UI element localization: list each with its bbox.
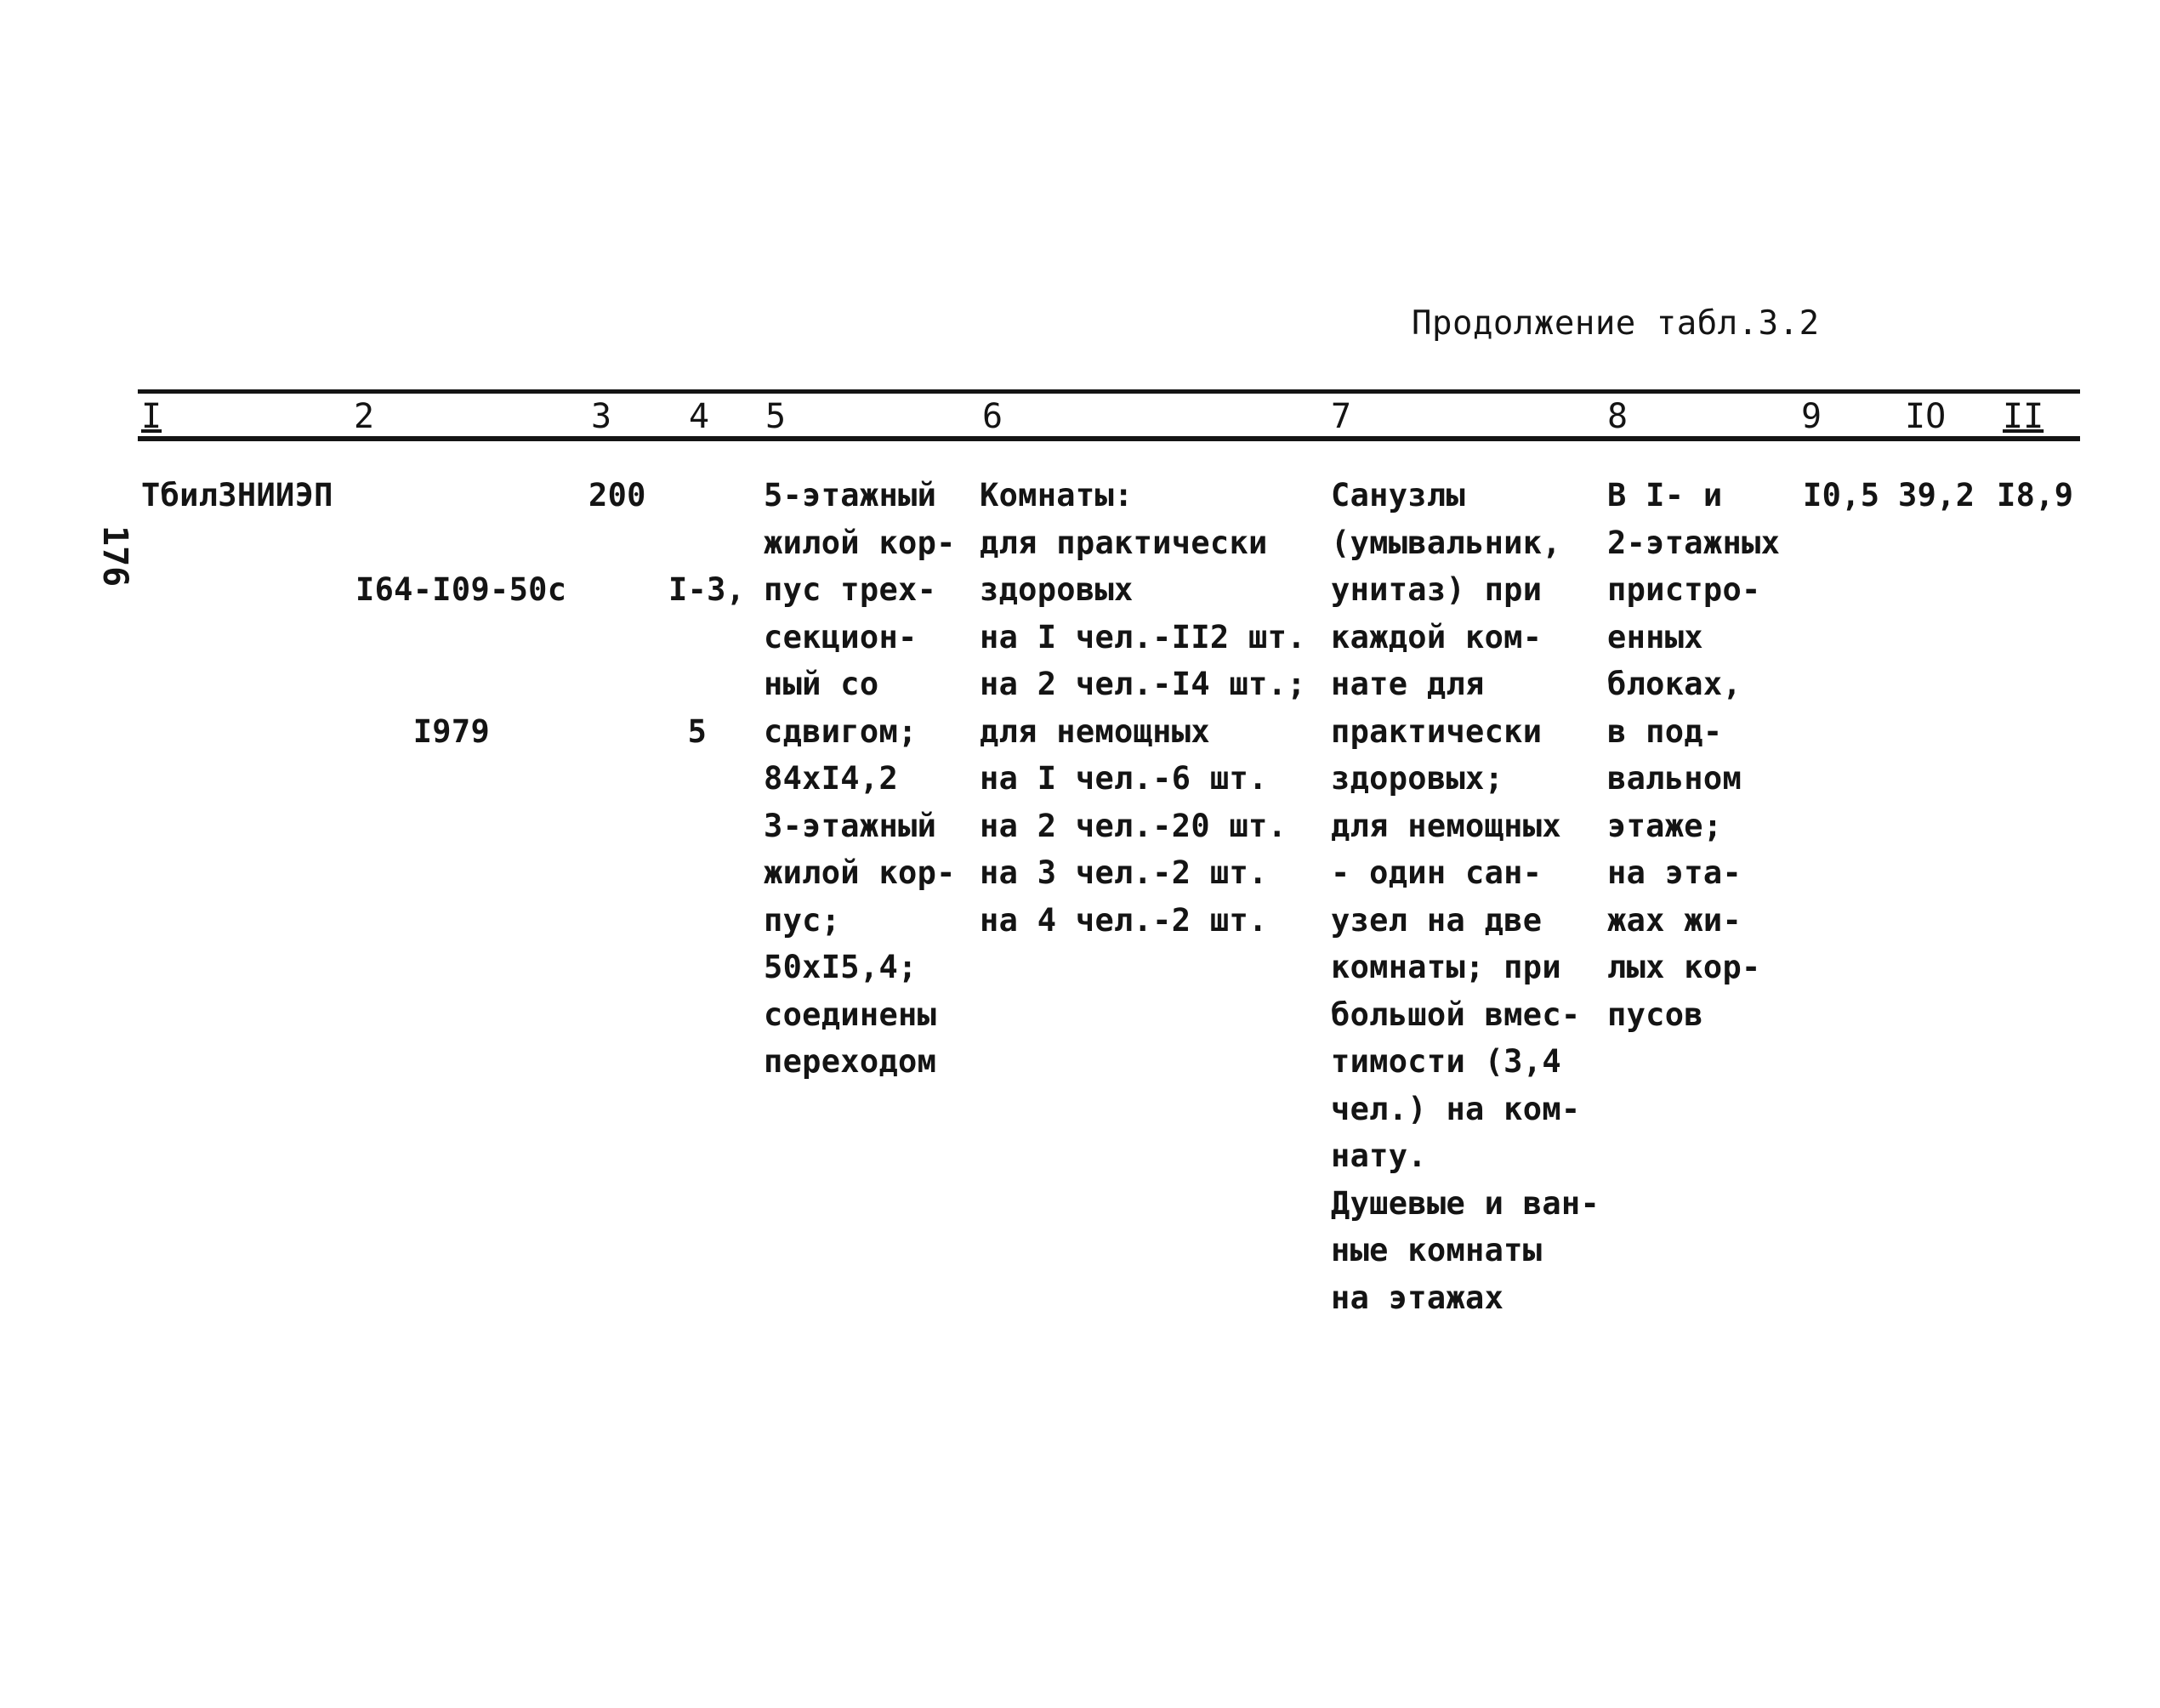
cell-line: I8,9 bbox=[1997, 477, 2074, 514]
cell-line: на 2 чел.-I4 шт.; bbox=[980, 666, 1306, 702]
column-number: 3 bbox=[591, 397, 612, 436]
cell-floors bbox=[668, 472, 745, 849]
cell-line: чел.) на ком- bbox=[1331, 1090, 1581, 1127]
column-number: 8 bbox=[1607, 397, 1629, 436]
cell-line: на эта- bbox=[1607, 854, 1742, 891]
cell-line: I-3, bbox=[668, 571, 746, 608]
cell-line: 3-этажный bbox=[764, 807, 937, 844]
column-number: 2 bbox=[354, 397, 375, 436]
cell-line: Санузлы bbox=[1331, 477, 1466, 514]
cell-line: нату. bbox=[1331, 1138, 1427, 1174]
cell-line: ТбилЗНИИЭП bbox=[141, 477, 333, 514]
cell-organization bbox=[141, 472, 333, 519]
cell-value-11 bbox=[1997, 472, 2073, 519]
cell-line: узел на две bbox=[1331, 901, 1543, 939]
column-number: II bbox=[2003, 397, 2044, 436]
cell-line: 200 bbox=[588, 477, 646, 514]
cell-line: I64-I09-50с bbox=[355, 571, 567, 608]
cell-line: жах жи- bbox=[1607, 901, 1742, 939]
cell-line: на I чел.-6 шт. bbox=[980, 760, 1268, 797]
cell-line: на I чел.-II2 шт. bbox=[980, 618, 1306, 655]
cell-line: блоках, bbox=[1607, 666, 1742, 702]
cell-line: для практически bbox=[980, 524, 1268, 561]
cell-line: для немощных bbox=[980, 712, 1210, 750]
cell-line: 2-этажных bbox=[1607, 524, 1781, 561]
cell-line: комнаты; при bbox=[1331, 949, 1561, 985]
cell-line: здоровых bbox=[980, 571, 1134, 608]
cell-line: 84хI4,2 bbox=[764, 760, 899, 797]
cell-line: практически bbox=[1331, 712, 1543, 750]
cell-line: жилой кор- bbox=[764, 524, 956, 561]
column-number: 6 bbox=[982, 397, 1003, 436]
cell-line: большой вмес- bbox=[1331, 996, 1581, 1033]
column-number: IO bbox=[1905, 397, 1947, 436]
cell-line: (умывальник, bbox=[1331, 524, 1561, 561]
cell-line: соединены bbox=[764, 996, 937, 1033]
cell-line: на 2 чел.-20 шт. bbox=[980, 807, 1287, 844]
cell-line: тимости (3,4 bbox=[1331, 1043, 1561, 1080]
cell-rooms bbox=[980, 472, 1306, 944]
cell-line: каждой ком- bbox=[1331, 618, 1543, 655]
table-top-rule bbox=[138, 389, 2080, 394]
column-number: I bbox=[141, 397, 162, 436]
table-header-rule bbox=[138, 436, 2080, 441]
cell-line: лых кор- bbox=[1607, 949, 1761, 985]
cell-line: В I- и bbox=[1607, 477, 1723, 514]
cell-line: 5 bbox=[668, 712, 708, 750]
cell-line: енных bbox=[1607, 618, 1703, 655]
cell-project-code bbox=[355, 472, 566, 849]
cell-line: ный со bbox=[764, 666, 879, 702]
cell-line: унитаз) при bbox=[1331, 571, 1543, 608]
cell-line: 5-этажный bbox=[764, 477, 937, 514]
cell-line: на этажах bbox=[1331, 1279, 1504, 1316]
cell-line: ные комнаты bbox=[1331, 1232, 1543, 1268]
cell-line: в под- bbox=[1607, 712, 1723, 750]
cell-line: секцион- bbox=[764, 618, 918, 655]
cell-building-description bbox=[764, 472, 956, 1086]
cell-sanitary-facilities bbox=[1331, 472, 1600, 1321]
cell-capacity bbox=[588, 472, 646, 519]
page-number-block bbox=[75, 255, 134, 587]
cell-line: - один сан- bbox=[1331, 854, 1543, 891]
cell-line: 39,2 bbox=[1898, 477, 1975, 514]
cell-line: пус трех- bbox=[764, 571, 937, 608]
cell-service-location bbox=[1607, 472, 1780, 1038]
cell-line: на 4 чел.-2 шт. bbox=[980, 901, 1268, 939]
page-number: 176 bbox=[95, 525, 134, 587]
cell-line: пристро- bbox=[1607, 571, 1761, 608]
cell-value-10 bbox=[1898, 472, 1975, 519]
cell-value-9 bbox=[1803, 472, 1879, 519]
cell-line: для немощных bbox=[1331, 807, 1561, 844]
cell-line: переходом bbox=[764, 1043, 937, 1080]
cell-line: сдвигом; bbox=[764, 712, 918, 750]
cell-line: на 3 чел.-2 шт. bbox=[980, 854, 1268, 891]
table-caption: Продолжение табл.3.2 bbox=[1412, 304, 1820, 343]
cell-line: I0,5 bbox=[1803, 477, 1880, 514]
cell-line: нате для bbox=[1331, 666, 1485, 702]
cell-line: Душевые и ван- bbox=[1331, 1184, 1600, 1222]
cell-line: вальном bbox=[1607, 760, 1742, 797]
cell-line: жилой кор- bbox=[764, 854, 956, 891]
cell-line: 50хI5,4; bbox=[764, 949, 918, 985]
cell-line: этаже; bbox=[1607, 807, 1723, 844]
cell-line: пус; bbox=[764, 901, 841, 939]
cell-line: здоровых; bbox=[1331, 760, 1504, 797]
column-number: 5 bbox=[765, 397, 787, 436]
cell-line: Комнаты: bbox=[980, 477, 1134, 514]
cell-line: I979 bbox=[355, 712, 491, 750]
column-number: 9 bbox=[1801, 397, 1822, 436]
cell-line: пусов bbox=[1607, 996, 1703, 1033]
column-number: 4 bbox=[689, 397, 710, 436]
column-number: 7 bbox=[1331, 397, 1352, 436]
